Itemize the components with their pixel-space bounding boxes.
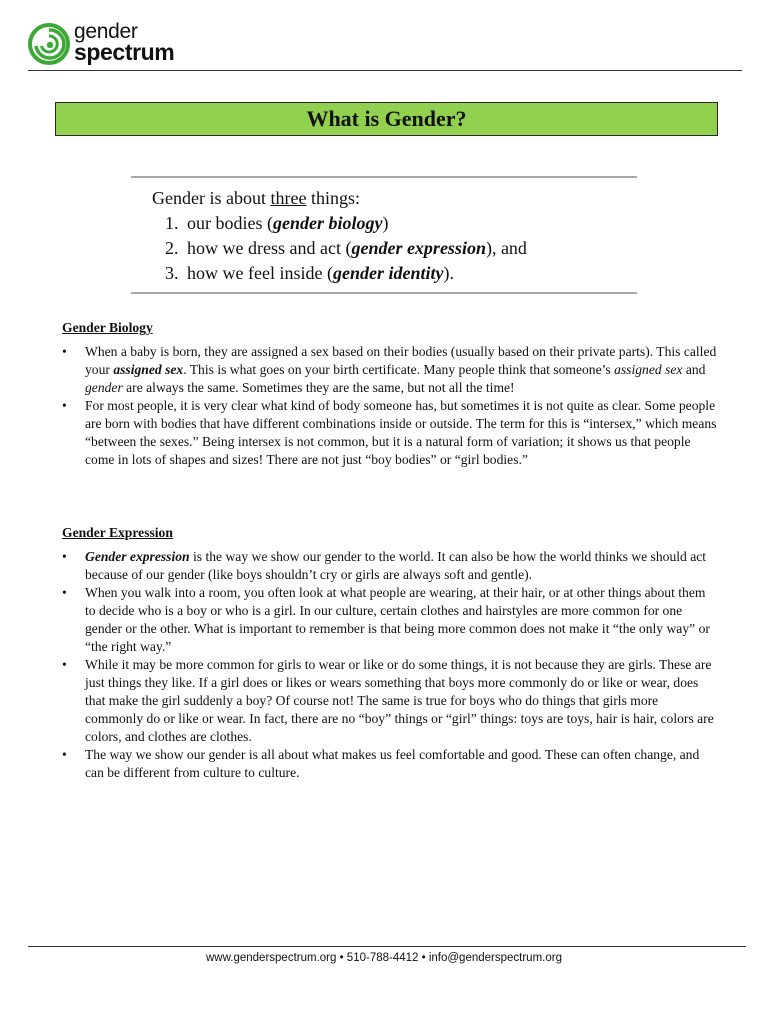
- page-title: What is Gender?: [306, 106, 467, 131]
- summary-intro: [152, 186, 360, 211]
- footer-contact: www.genderspectrum.org • 510-788-4412 • info@genderspectrum.org: [206, 952, 562, 964]
- summary-item-text-end: ), and: [485, 238, 527, 258]
- title-banner: [55, 102, 718, 136]
- section-heading: Gender Biology: [62, 320, 153, 335]
- bullet-text: When a baby is born, they are assigned a sex based on their bodies (usually based on their private parts). This called your: [85, 344, 717, 377]
- section-gender-expression: [62, 524, 718, 782]
- summary-item-term: gender identity: [332, 263, 444, 283]
- bullet-text: and: [682, 362, 706, 377]
- summary-list: [152, 211, 527, 286]
- summary-item-text: our bodies (: [187, 213, 273, 233]
- summary-box: [131, 176, 637, 294]
- summary-item: [152, 236, 527, 261]
- summary-item-text-end: ): [382, 213, 389, 233]
- bullet-text: For most people, it is very clear what kind of body someone has, but sometimes it is not quite as clear. Some people are born with bodies that have different combinations inside or outside. The term for this is “intersex,” which means “between the sexes.” Being intersex is not common, but it is a natural form of variation; it shows us that people come in lots of shapes and sizes! There are not just “boy bodies” or “girl bodies.”: [85, 398, 717, 467]
- summary-item-number: 1.: [165, 213, 179, 233]
- bullet-italic: gender: [85, 380, 123, 395]
- bullet-list: [62, 548, 718, 782]
- section-heading: Gender Expression: [62, 525, 173, 540]
- summary-item-number: 2.: [165, 238, 179, 258]
- summary-item-number: 3.: [165, 263, 179, 283]
- bullet-dot-icon: •: [62, 657, 67, 672]
- bullet-dot-icon: •: [62, 747, 67, 762]
- logo-wordmark: [74, 20, 175, 65]
- summary-item-text: how we feel inside (: [187, 263, 333, 283]
- bullet-dot-icon: •: [62, 549, 67, 564]
- summary-intro-underlined: three: [270, 188, 307, 208]
- bullet-dot-icon: •: [62, 585, 67, 600]
- bullet-text: While it may be more common for girls to wear or like or do some things, it is not because they are girls. These are just things they like. If a girl does or likes or wears something that boys more commonly do or like or wear, does that make the girl suddenly a boy? Of course not! The same is true for boys who do things that girls more commonly do or like or wear. In fact, there are no “boy” things or “girl” things: toys are toys, hair is hair, colors are colors, and clothes are clothes.: [85, 657, 714, 744]
- summary-item: [152, 211, 527, 236]
- bullet-dot-icon: •: [62, 344, 67, 359]
- summary-intro-end: things:: [306, 188, 360, 208]
- bullet-text: . This is what goes on your birth certificate. Many people think that someone’s: [183, 362, 615, 377]
- spiral-logo-icon: [28, 22, 72, 66]
- summary-item: [152, 261, 527, 286]
- bullet-emphasis: Gender expression: [85, 549, 190, 564]
- footer-divider: [28, 946, 746, 947]
- summary-item-text: how we dress and act (: [187, 238, 352, 258]
- bullet-italic: assigned sex: [614, 362, 683, 377]
- bullet-item: [62, 584, 718, 656]
- bullet-list: [62, 343, 718, 469]
- summary-item-text-end: ).: [443, 263, 454, 283]
- section-gender-biology: [62, 319, 718, 469]
- summary-item-term: gender expression: [351, 238, 486, 258]
- logo-line-spectrum: spectrum: [74, 39, 175, 65]
- bullet-text: When you walk into a room, you often look at what people are wearing, at their hair, or at other things about them to decide who is a boy or who is a girl. In our culture, certain clothes and hairstyles are more common for one gender or the other. What is important to remember is that being more common does not make it “the only way” or “the right way.”: [85, 585, 710, 654]
- bullet-emphasis: assigned sex: [113, 362, 184, 377]
- bullet-text: The way we show our gender is all about what makes us feel comfortable and good. These can often change, and can be different from culture to culture.: [85, 747, 700, 780]
- summary-intro-text: Gender is about: [152, 188, 271, 208]
- summary-item-term: gender biology: [272, 213, 383, 233]
- bullet-item: [62, 656, 718, 746]
- bullet-item: [62, 746, 718, 782]
- bullet-item: [62, 548, 718, 584]
- header-divider: [28, 70, 742, 71]
- bullet-dot-icon: •: [62, 398, 67, 413]
- bullet-item: [62, 343, 718, 397]
- bullet-text: are always the same. Sometimes they are the same, but not all the time!: [122, 380, 515, 395]
- logo-line-gender: gender: [74, 20, 138, 43]
- gender-spectrum-logo: [28, 22, 188, 68]
- bullet-item: [62, 397, 718, 469]
- bullet-text: is the way we show our gender to the world. It can also be how the world thinks we should act because of our gender (like boys shouldn’t cry or girls are always soft and gentle).: [85, 549, 707, 582]
